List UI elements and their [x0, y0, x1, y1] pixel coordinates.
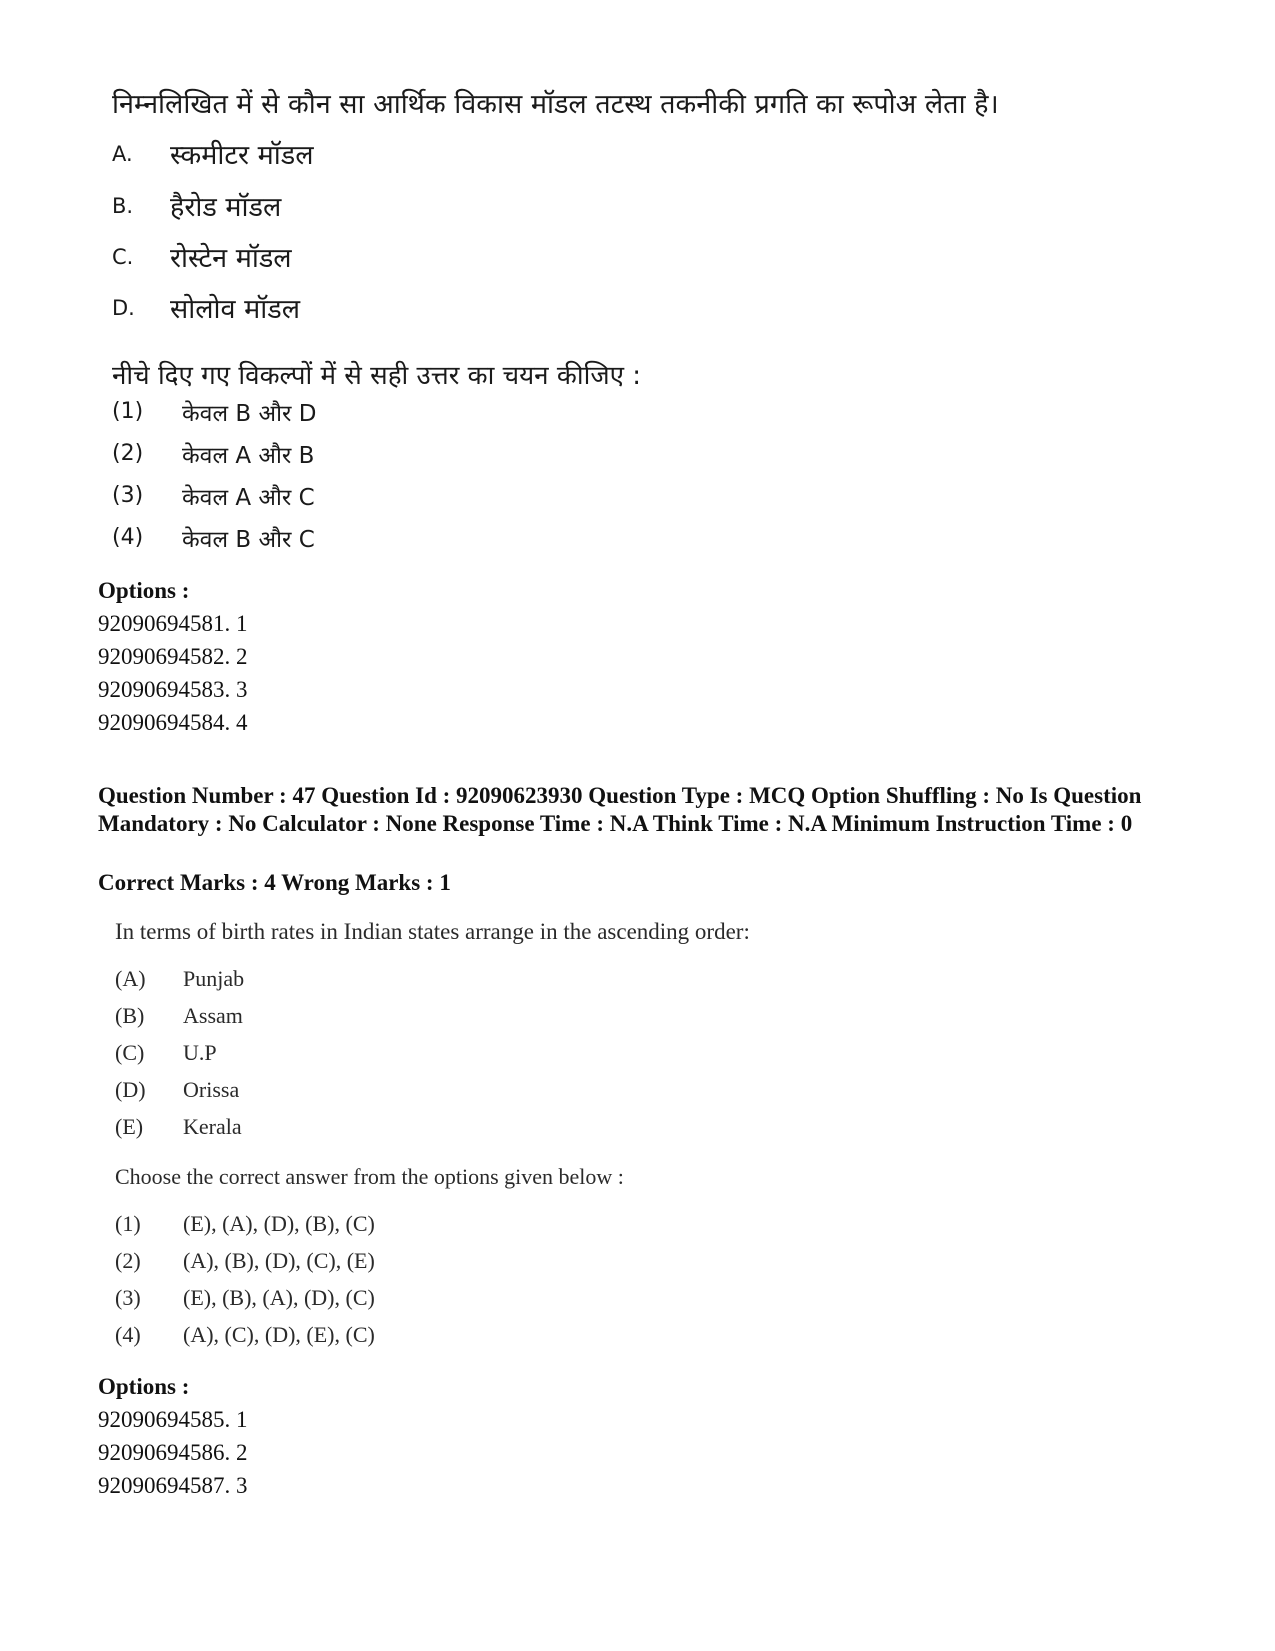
hindi-choice-number: (2) — [112, 441, 144, 466]
hindi-instruction: नीचे दिए गए विकल्पों में से सही उत्तर का चयन कीजिए : — [112, 361, 642, 391]
hindi-choice-number: (3) — [112, 483, 144, 508]
marks-info: Correct Marks : 4 Wrong Marks : 1 — [98, 870, 451, 895]
hindi-choice-text: केवल A और C — [182, 485, 315, 511]
english-statement-label: (A) — [115, 966, 146, 991]
hindi-statement-text: रोस्टेन मॉडल — [170, 243, 292, 274]
english-statement-text: Punjab — [183, 966, 245, 991]
option-id-line: 92090694585. 1 — [98, 1407, 248, 1432]
english-statement-text: Assam — [183, 1003, 243, 1028]
english-choice-text: (E), (A), (D), (B), (C) — [183, 1211, 375, 1236]
english-statement-label: (C) — [115, 1040, 145, 1065]
hindi-statement-text: हैरोड मॉडल — [170, 192, 282, 223]
english-choice-text: (E), (B), (A), (D), (C) — [183, 1285, 375, 1310]
option-id-line: 92090694581. 1 — [98, 611, 248, 636]
option-id-line: 92090694584. 4 — [98, 710, 248, 735]
question-metadata: Question Number : 47 Question Id : 92090623930 Question Type : MCQ Option Shuffling : No Is Question Mandatory : No Calculator : None Response Time : N.A Think Time : N.A Minimum Instruction Time : 0 — [98, 783, 1142, 836]
hindi-statement-label: A. — [112, 142, 133, 166]
hindi-choice-number: (1) — [112, 399, 144, 424]
hindi-statement-label: C. — [112, 245, 134, 269]
options-heading: Options : — [98, 1374, 190, 1399]
english-statement-text: Kerala — [183, 1114, 242, 1139]
english-choice-text: (A), (B), (D), (C), (E) — [183, 1248, 375, 1273]
hindi-choice-text: केवल B और D — [182, 401, 317, 427]
english-instruction: Choose the correct answer from the options given below : — [115, 1164, 624, 1189]
option-id-line: 92090694587. 3 — [98, 1473, 248, 1498]
options-heading: Options : — [98, 578, 190, 603]
english-choice-number: (2) — [115, 1248, 141, 1273]
english-statement-label: (E) — [115, 1114, 144, 1139]
english-choice-number: (3) — [115, 1285, 141, 1310]
hindi-statement-text: सोलोव मॉडल — [170, 294, 301, 325]
option-id-line: 92090694582. 2 — [98, 644, 248, 669]
option-id-line: 92090694586. 2 — [98, 1440, 248, 1465]
english-statement-label: (B) — [115, 1003, 145, 1028]
english-choice-number: (1) — [115, 1211, 141, 1236]
english-statement-text: U.P — [183, 1040, 217, 1065]
english-question-stem: In terms of birth rates in Indian states arrange in the ascending order: — [115, 919, 750, 944]
english-statement-label: (D) — [115, 1077, 146, 1102]
hindi-question-stem: निम्नलिखित में से कौन सा आर्थिक विकास मॉडल तटस्थ तकनीकी प्रगति का रूपोअ लेता है। — [112, 89, 999, 120]
english-choice-number: (4) — [115, 1322, 141, 1347]
hindi-choice-number: (4) — [112, 525, 144, 550]
english-choice-text: (A), (C), (D), (E), (C) — [183, 1322, 375, 1347]
hindi-statement-label: B. — [112, 194, 134, 218]
hindi-statement-label: D. — [112, 296, 135, 320]
option-id-line: 92090694583. 3 — [98, 677, 248, 702]
english-statement-text: Orissa — [183, 1077, 240, 1102]
hindi-choice-text: केवल A और B — [182, 443, 315, 469]
hindi-statement-text: स्कमीटर मॉडल — [170, 140, 314, 171]
hindi-choice-text: केवल B और C — [182, 527, 315, 553]
